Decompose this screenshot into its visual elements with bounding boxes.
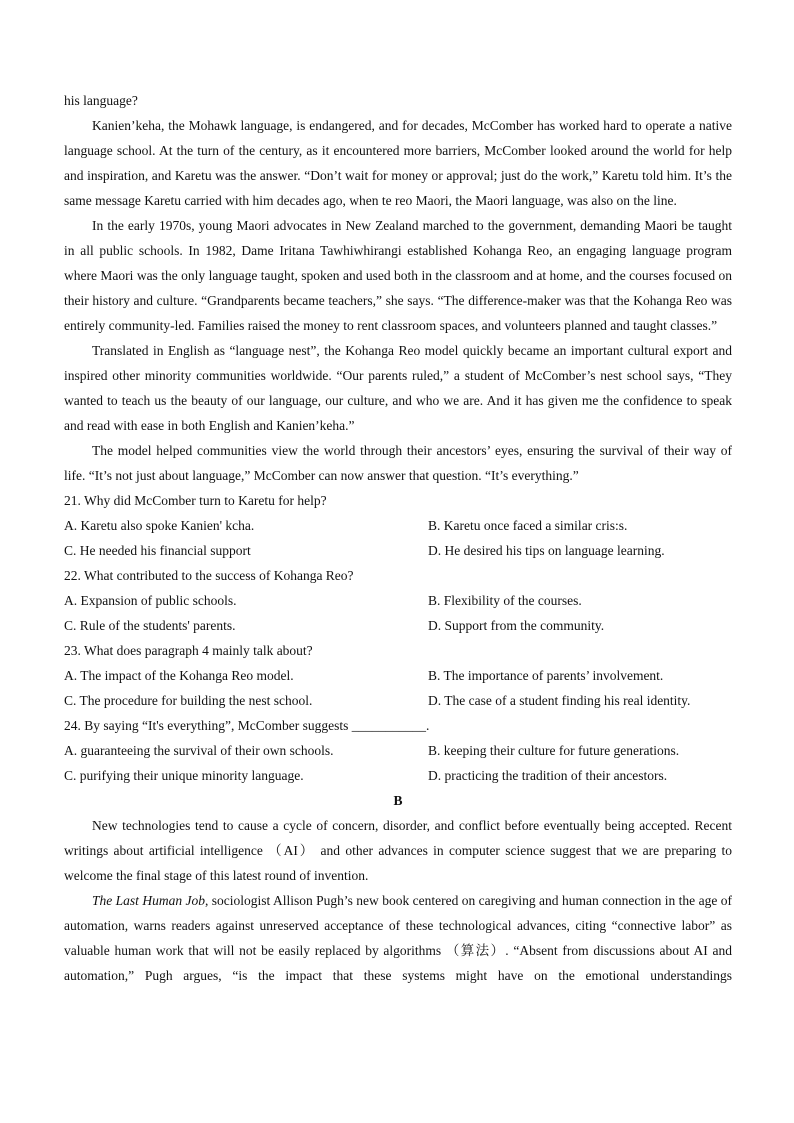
option-d: D. Support from the community. [428,618,605,633]
question-21 [64,488,732,563]
passage-a-paragraph-4: The model helped communities view the world through their ancestors’ eyes, ensuring the survival of their way of life. “It’s not just about language,” McComber can now answer that question. “It’s everything.” [64,443,732,483]
option-a: A. Karetu also spoke Kanien' kcha. [64,518,255,533]
passage-a-paragraph-1: Kanien’keha, the Mohawk language, is endangered, and for decades, McComber has worked hard to operate a native language school. At the turn of the century, as it encountered more barriers, McComber looked around the world for help and inspiration, and Karetu was the answer. “Don’t wait for money or approval; just do the work,” Karetu told him. It’s the same message Karetu carried with him decades ago, when te reo Maori, the Maori language, was also on the line. [64,118,732,208]
question-stem: 23. What does paragraph 4 mainly talk about? [64,643,313,658]
option-c: C. Rule of the students' parents. [64,618,236,633]
question-stem: 22. What contributed to the success of Kohanga Reo? [64,568,354,583]
passage-a-paragraph-3: Translated in English as “language nest”, the Kohanga Reo model quickly became an important cultural export and inspired other minority communities worldwide. “Our parents ruled,” a student of McComber’s nest school says, “They wanted to teach us the beauty of our language, our culture, and who we are. And it has given me the confidence to speak and read with ease in both English and Kanien’keha.” [64,343,732,433]
passage-b-paragraph-1: New technologies tend to cause a cycle of concern, disorder, and conflict before eventually being accepted. Recent writings about artificial intelligence （AI） and other advances in computer science suggest that we are preparing to welcome the final stage of this latest round of invention. [64,818,732,883]
option-d: D. He desired his tips on language learning. [428,543,665,558]
option-b: B. Karetu once faced a similar cris:s. [428,518,628,533]
option-a: A. Expansion of public schools. [64,593,237,608]
question-stem: 24. By saying “It's everything”, McComber suggests ___________. [64,718,430,733]
option-c: C. purifying their unique minority language. [64,768,304,783]
document-page [64,88,732,988]
option-b: B. The importance of parents’ involvement. [428,668,664,683]
passage-b-paragraph-2 [64,888,732,988]
passage-a-continuation: his language? [64,93,138,108]
option-b: B. keeping their culture for future generations. [428,743,680,758]
question-23 [64,638,732,713]
option-a: A. The impact of the Kohanga Reo model. [64,668,294,683]
book-title: The Last Human Job [92,893,205,908]
option-d: D. practicing the tradition of their ancestors. [428,768,668,783]
option-b: B. Flexibility of the courses. [428,593,582,608]
option-d: D. The case of a student finding his real identity. [428,693,691,708]
section-b-heading: B [393,793,403,808]
option-c: C. He needed his financial support [64,543,251,558]
question-stem: 21. Why did McComber turn to Karetu for help? [64,493,327,508]
question-24 [64,713,732,788]
question-22 [64,563,732,638]
passage-a-paragraph-2: In the early 1970s, young Maori advocates in New Zealand marched to the government, demanding Maori be taught in all public schools. In 1982, Dame Iritana Tawhiwhirangi established Kohanga Reo, an engaging language program where Maori was the only language taught, spoken and used both in the classroom and at home, and the courses focused on their history and culture. “Grandparents became teachers,” she says. “The difference-maker was that the Kohanga Reo was entirely community-led. Families raised the money to rent classroom spaces, and volunteers planned and taught classes.” [64,218,732,333]
option-a: A. guaranteeing the survival of their own schools. [64,743,334,758]
option-c: C. The procedure for building the nest school. [64,693,313,708]
passage-b-paragraph-2-text: , sociologist Allison Pugh’s new book centered on caregiving and human connection in the age of automation, warns readers against unreserved acceptance of these technological advances, citing “connective labor” as valuable human work that will not be easily replaced by algorithms （算法）. “Absent from discussions about AI and automation,” Pugh argues, “is the impact that these systems might have on the emotional understandings [64,893,732,983]
